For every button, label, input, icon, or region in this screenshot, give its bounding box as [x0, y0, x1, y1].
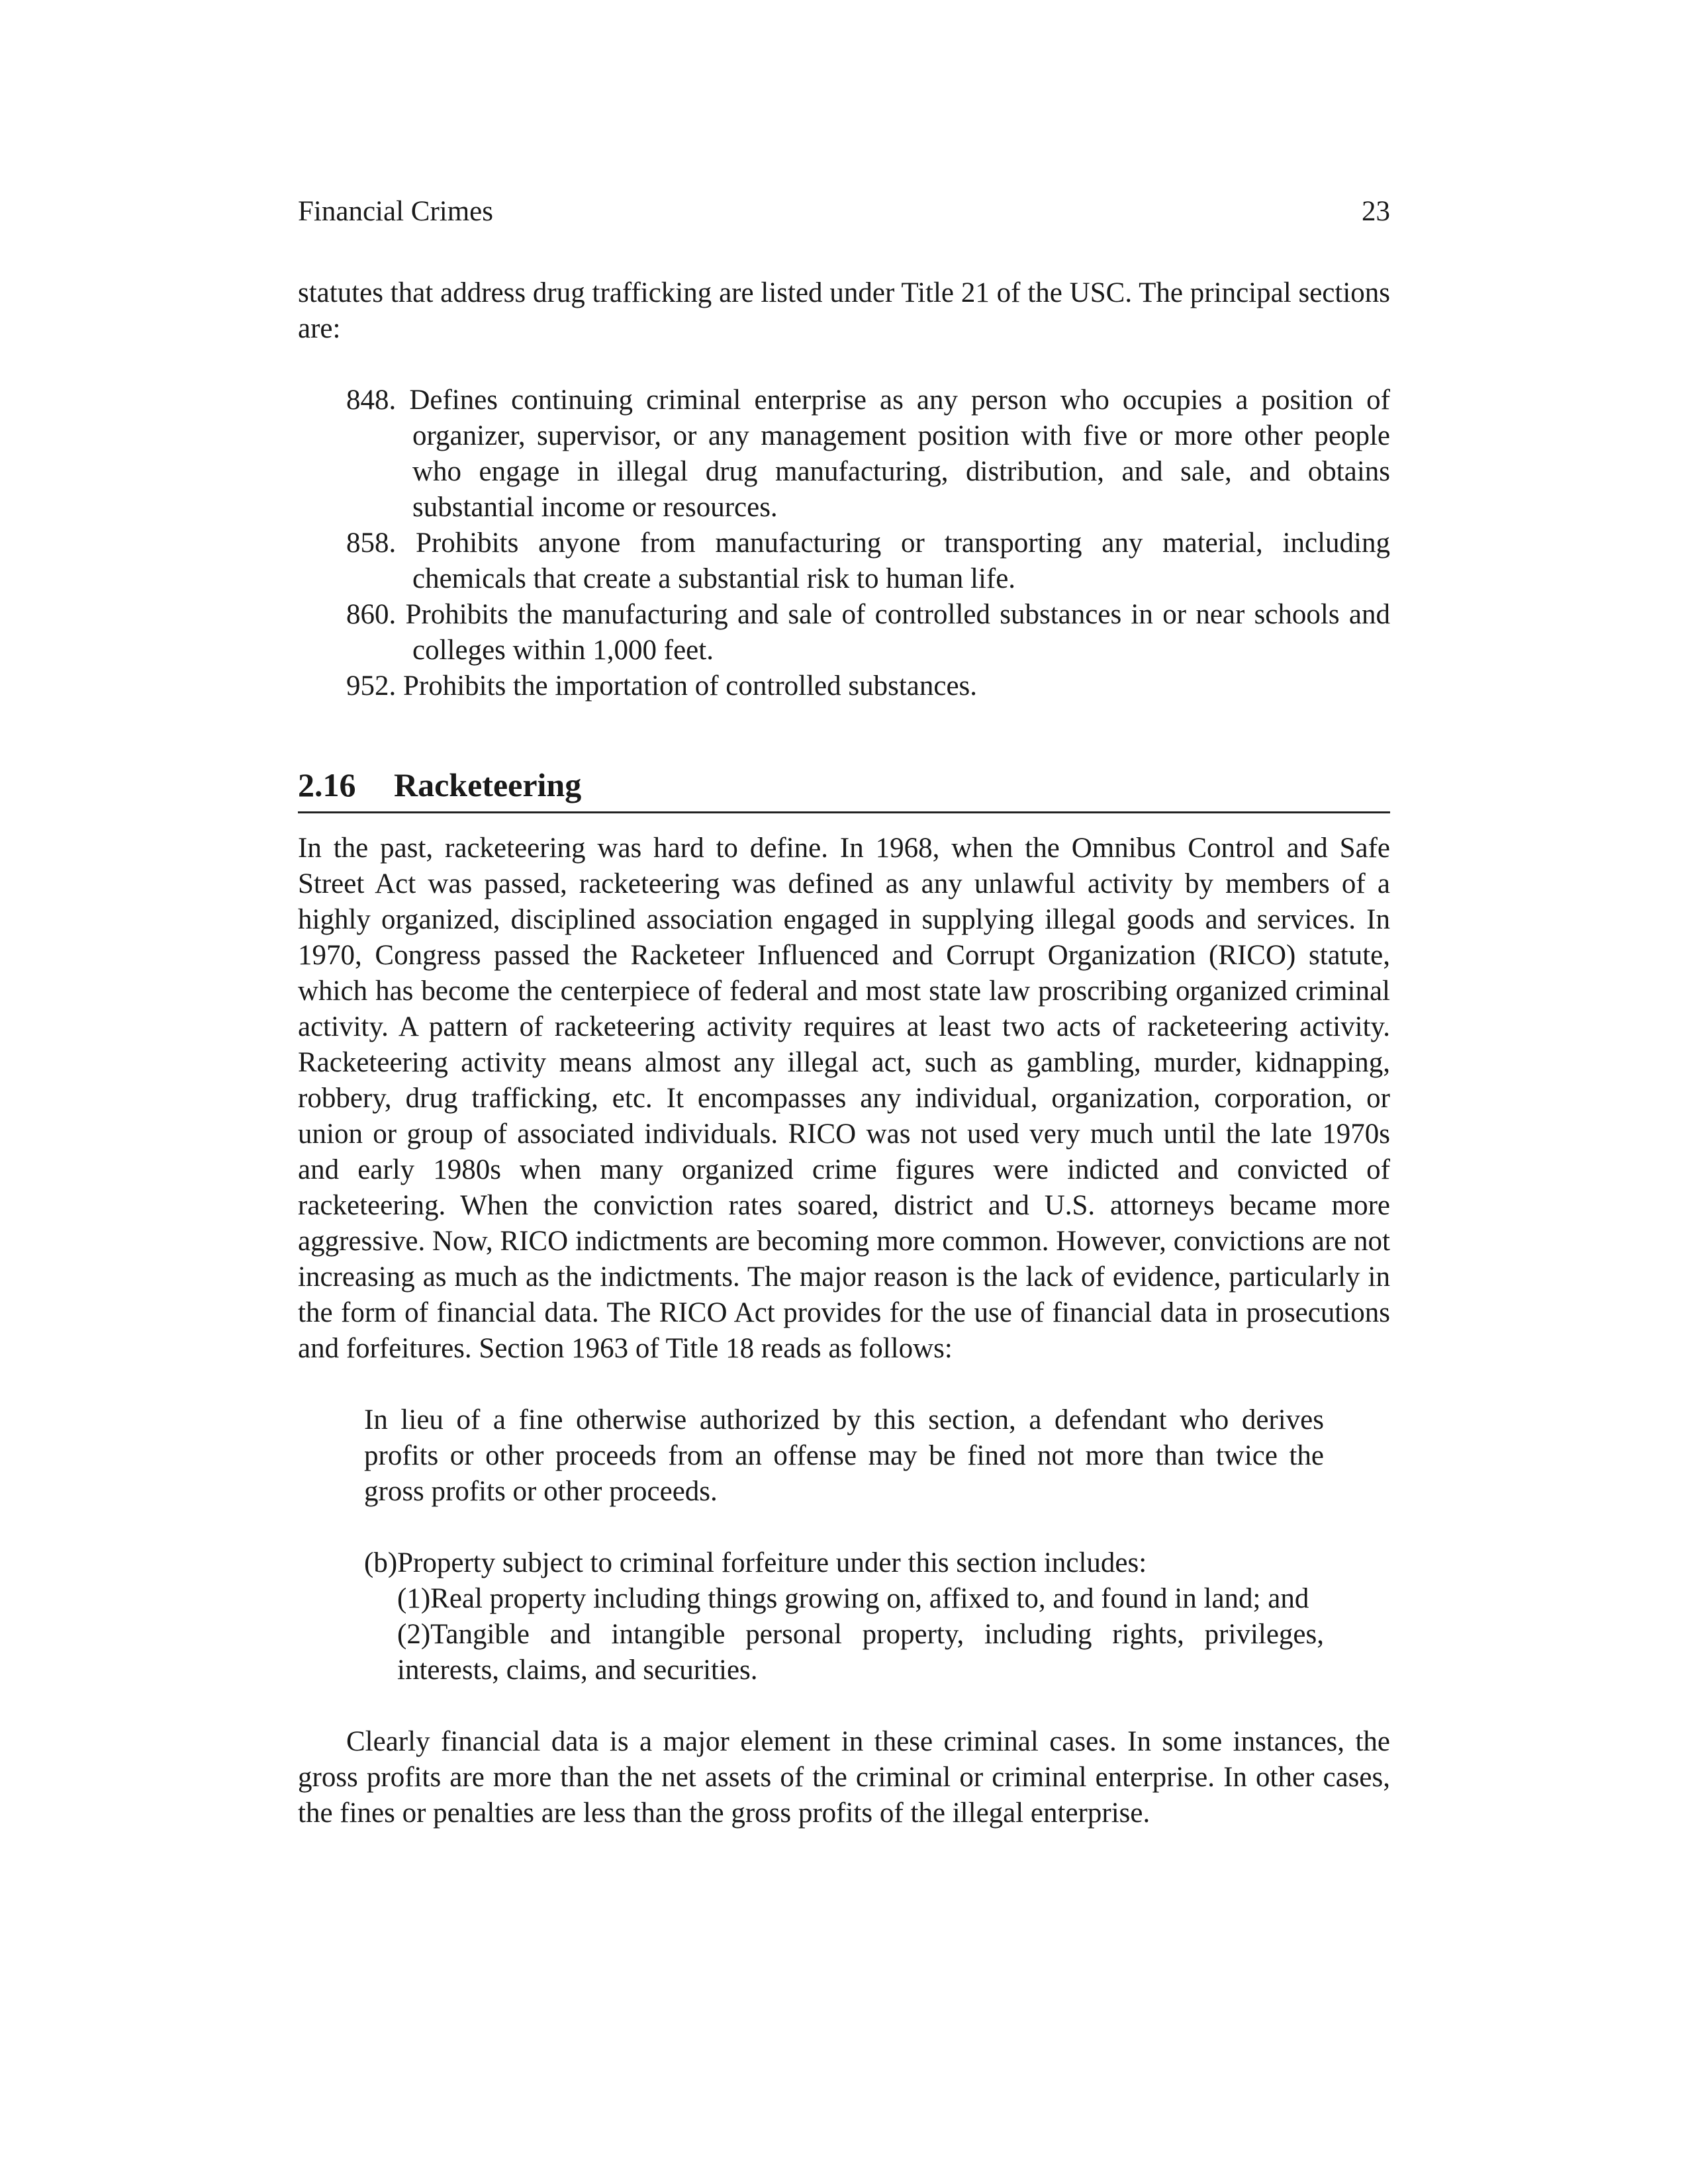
- page-number: 23: [1362, 196, 1390, 227]
- book-page: [298, 192, 1390, 1831]
- racketeering-paragraph: In the past, racketeering was hard to define. In 1968, when the Omnibus Control and Safe Street Act was passed, racketeering was defined as any unlawful activity by members of a highly organized, disciplined association engaged in supplying illegal goods and services. In 1970, Congress passed the Racketeer Influenced and Corrupt Organization (RICO) statute, which has become the centerpiece of federal and most state law proscribing organized criminal activity. A pattern of racketeering activity requires at least two acts of racketeering activity. Racketeering activity means almost any illegal act, such as gambling, murder, kidnapping, robbery, drug trafficking, etc. It encompasses any individual, organization, corporation, or union or group of associated individuals. RICO was not used very much until the late 1970s and early 1980s when many organized crime figures were indicted and convicted of racketeering. When the conviction rates soared, district and U.S. attorneys became more aggressive. Now, RICO indictments are becoming more common. However, convictions are not increasing as much as the indictments. The major reason is the lack of evidence, particularly in the form of financial data. The RICO Act provides for the use of financial data in prosecutions and forfeitures. Section 1963 of Title 18 reads as follows:: [298, 833, 1390, 1364]
- forfeiture-block: [298, 1545, 1390, 1688]
- statute-quote: [298, 1402, 1390, 1510]
- forfeiture-item-real-property: (1)Real property including things growing on, affixed to, and found in land; and: [397, 1583, 1309, 1614]
- statute-860: 860. Prohibits the manufacturing and sale of controlled substances in or near schools and colleges within 1,000 feet.: [346, 599, 1390, 666]
- forfeiture-item-personal-property: (2)Tangible and intangible personal property, including rights, privileges, interests, claims, and securities.: [397, 1619, 1324, 1686]
- section-number: 2.16: [298, 766, 356, 803]
- statute-952: 952. Prohibits the importation of controlled substances.: [346, 670, 978, 702]
- statute-858: 858. Prohibits anyone from manufacturing or transporting any material, including chemicals that create a substantial risk to human life.: [346, 527, 1390, 594]
- statute-848: 848. Defines continuing criminal enterprise as any person who occupies a position of organizer, supervisor, or any management position with five or more other people who engage in illegal drug manufacturing, distribution, and sale, and obtains substantial income or resources.: [346, 385, 1390, 523]
- statute-list: [298, 383, 1390, 704]
- section-heading: [298, 765, 1390, 813]
- running-head-title: Financial Crimes: [298, 196, 493, 227]
- section-title: Racketeering: [394, 766, 582, 803]
- intro-paragraph: statutes that address drug trafficking are listed under Title 21 of the USC. The principal sections are:: [298, 277, 1390, 344]
- quote-text: In lieu of a fine otherwise authorized by this section, a defendant who derives profits or other proceeds from an offense may be fined not more than twice the gross profits or other proceeds.: [364, 1404, 1324, 1507]
- running-head: [298, 192, 1390, 232]
- closing-paragraph: Clearly financial data is a major element in these criminal cases. In some instances, the gross profits are more than the net assets of the criminal or criminal enterprise. In other cases, the fines or penalties are less than the gross profits of the illegal enterprise.: [298, 1726, 1390, 1829]
- forfeiture-lead: (b)Property subject to criminal forfeiture under this section includes:: [364, 1547, 1147, 1578]
